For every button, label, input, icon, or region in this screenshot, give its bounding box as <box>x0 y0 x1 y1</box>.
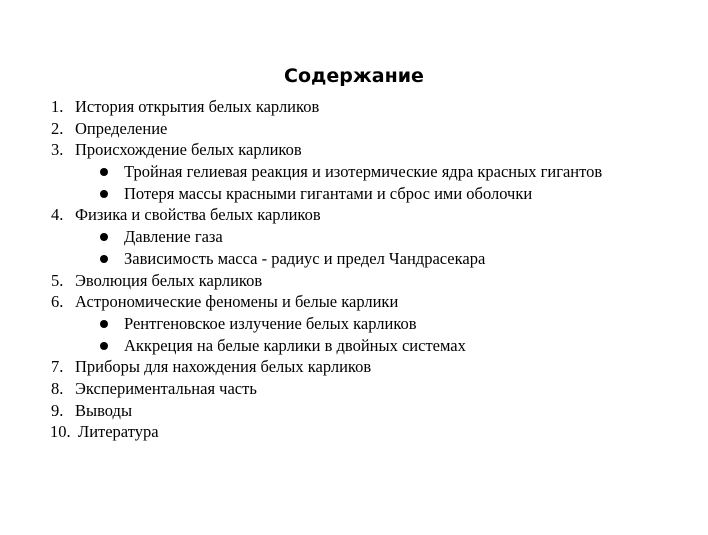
toc-item-label: Приборы для нахождения белых карликов <box>75 357 372 377</box>
toc-subitem <box>0 248 708 270</box>
toc-item-5 <box>0 270 708 292</box>
toc-subitem <box>0 226 708 248</box>
toc-item-number: 2. <box>51 118 64 138</box>
toc-item-8 <box>0 378 708 400</box>
toc-subitem-label: Аккреция на белые карлики в двойных системах <box>124 335 466 355</box>
toc-item-number: 4. <box>51 205 64 225</box>
toc-item-number: 8. <box>51 378 64 398</box>
toc-item-label: Астрономические феномены и белые карлики <box>75 292 399 312</box>
toc-item-number: 7. <box>51 357 64 377</box>
bullet-icon <box>100 233 108 241</box>
toc-item-10 <box>0 421 708 443</box>
toc-item-label: История открытия белых карликов <box>75 97 320 116</box>
toc-item-label: Физика и свойства белых карликов <box>75 205 321 225</box>
toc-item-number: 9. <box>51 400 64 420</box>
toc-item-label: Эволюция белых карликов <box>75 270 263 290</box>
bullet-icon <box>100 190 108 198</box>
page-title: Содержание <box>284 65 424 87</box>
toc-item-4 <box>0 204 708 226</box>
toc-item-label: Происхождение белых карликов <box>75 140 302 160</box>
toc-item-number: 10. <box>50 422 71 442</box>
toc-item-3 <box>0 139 708 161</box>
toc-item-label: Экспериментальная часть <box>75 378 257 398</box>
toc-item-number: 6. <box>51 292 64 312</box>
toc-item-number: 1. <box>51 97 64 116</box>
toc-subitem <box>0 313 708 335</box>
toc-item-label: Выводы <box>75 400 133 420</box>
bullet-icon <box>100 255 108 263</box>
toc-subitem <box>0 183 708 205</box>
toc-subitem <box>0 161 708 183</box>
toc-item-number: 3. <box>51 140 64 160</box>
table-of-contents <box>0 96 708 443</box>
toc-item-6 <box>0 291 708 313</box>
toc-item-label: Литература <box>78 422 159 442</box>
toc-subitem-label: Зависимость масса - радиус и предел Чандрасекара <box>124 248 486 268</box>
toc-subitem-label: Потеря массы красными гигантами и сброс ими оболочки <box>124 183 533 203</box>
toc-item-9 <box>0 400 708 422</box>
toc-subitem-label: Давление газа <box>124 227 223 247</box>
bullet-icon <box>100 342 108 350</box>
bullet-icon <box>100 168 108 176</box>
toc-item-1 <box>0 96 708 118</box>
bullet-icon <box>100 320 108 328</box>
toc-item-number: 5. <box>51 270 64 290</box>
toc-item-7 <box>0 356 708 378</box>
toc-item-label: Определение <box>75 118 168 138</box>
toc-subitem-label: Тройная гелиевая реакция и изотермические ядра красных гигантов <box>124 162 603 182</box>
toc-item-2 <box>0 118 708 140</box>
toc-subitem-label: Рентгеновское излучение белых карликов <box>124 313 417 333</box>
toc-subitem <box>0 335 708 357</box>
